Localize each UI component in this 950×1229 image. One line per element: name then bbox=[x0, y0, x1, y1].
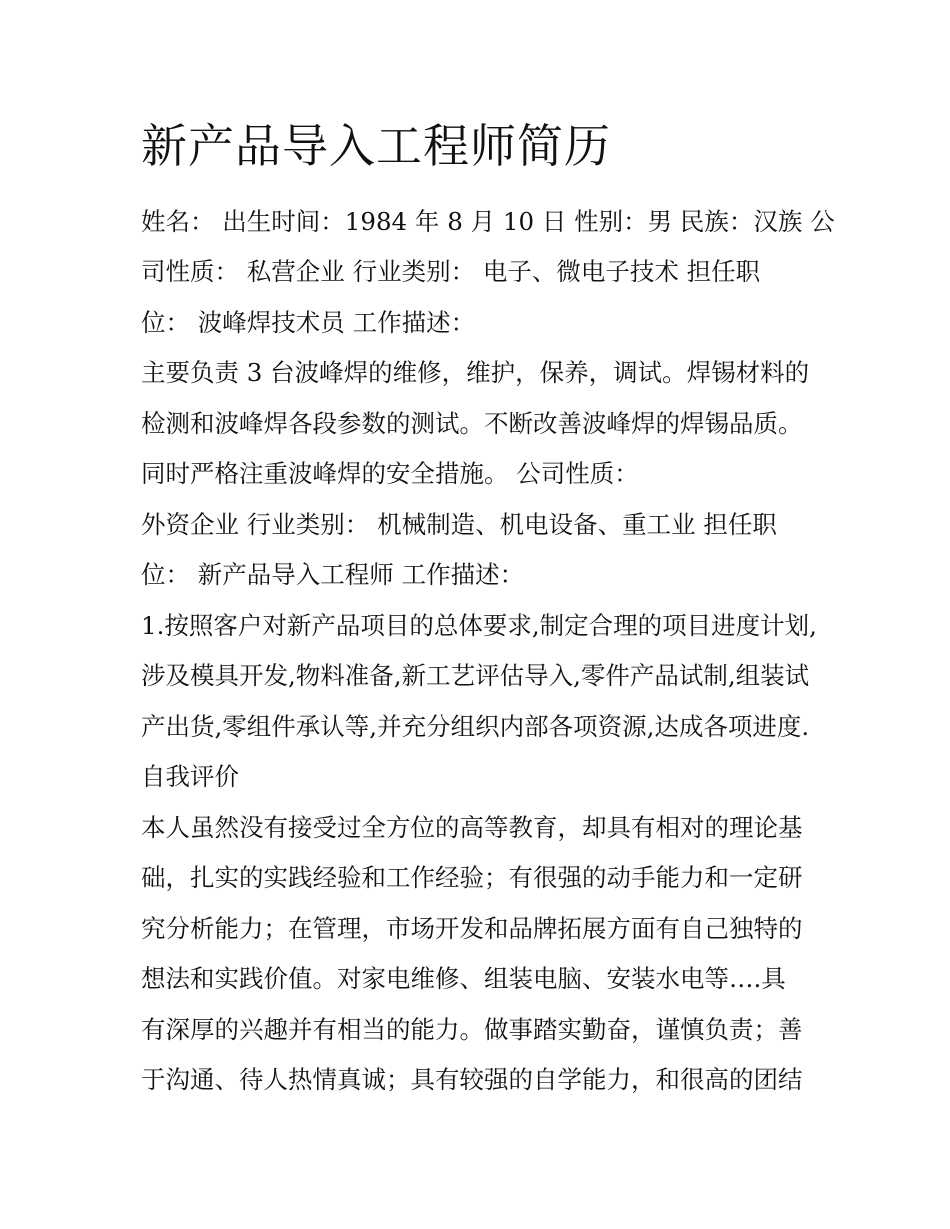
text-line-2: 司性质： 私营企业 行业类别： 电子、微电子技术 担任职 bbox=[141, 257, 761, 286]
text-line-14: 础，扎实的实践经验和工作经验；有很强的动手能力和一定研 bbox=[141, 863, 803, 892]
text-line-9: 1.按照客户对新产品项目的总体要求,制定合理的项目进度计划, bbox=[141, 611, 817, 640]
text-line-13: 本人虽然没有接受过全方位的高等教育，却具有相对的理论基 bbox=[141, 813, 803, 842]
text-line-17: 有深厚的兴趣并有相当的能力。做事踏实勤奋，谨慎负责；善 bbox=[141, 1015, 803, 1044]
text-line-10: 涉及模具开发,物料准备,新工艺评估导入,零件产品试制,组装试 bbox=[141, 661, 810, 690]
text-line-18: 于沟通、待人热情真诚；具有较强的自学能力，和很高的团结 bbox=[141, 1065, 803, 1094]
text-line-16: 想法和实践价值。对家电维修、组装电脑、安装水电等….具 bbox=[141, 964, 786, 993]
text-line-3: 位： 波峰焊技术员 工作描述： bbox=[141, 308, 476, 337]
text-line-15: 究分析能力；在管理，市场开发和品牌拓展方面有自己独特的 bbox=[141, 914, 803, 943]
text-line-8: 位： 新产品导入工程师 工作描述： bbox=[141, 560, 525, 589]
text-line-4: 主要负责 3 台波峰焊的维修，维护，保养，调试。焊锡材料的 bbox=[141, 358, 810, 387]
section-heading-self-evaluation: 自我评价 bbox=[141, 762, 239, 791]
document-title: 新产品导入工程师简历 bbox=[141, 119, 611, 173]
text-line-1: 姓名： 出生时间：1984 年 8 月 10 日 性别：男 民族：汉族 公 bbox=[141, 207, 835, 236]
text-line-5: 检测和波峰焊各段参数的测试。不断改善波峰焊的焊锡品质。 bbox=[141, 409, 803, 438]
text-line-7: 外资企业 行业类别： 机械制造、机电设备、重工业 担任职 bbox=[141, 510, 777, 539]
text-line-11: 产出货,零组件承认等,并充分组织内部各项资源,达成各项进度. bbox=[141, 712, 810, 741]
text-line-6: 同时严格注重波峰焊的安全措施。 公司性质： bbox=[141, 459, 639, 488]
